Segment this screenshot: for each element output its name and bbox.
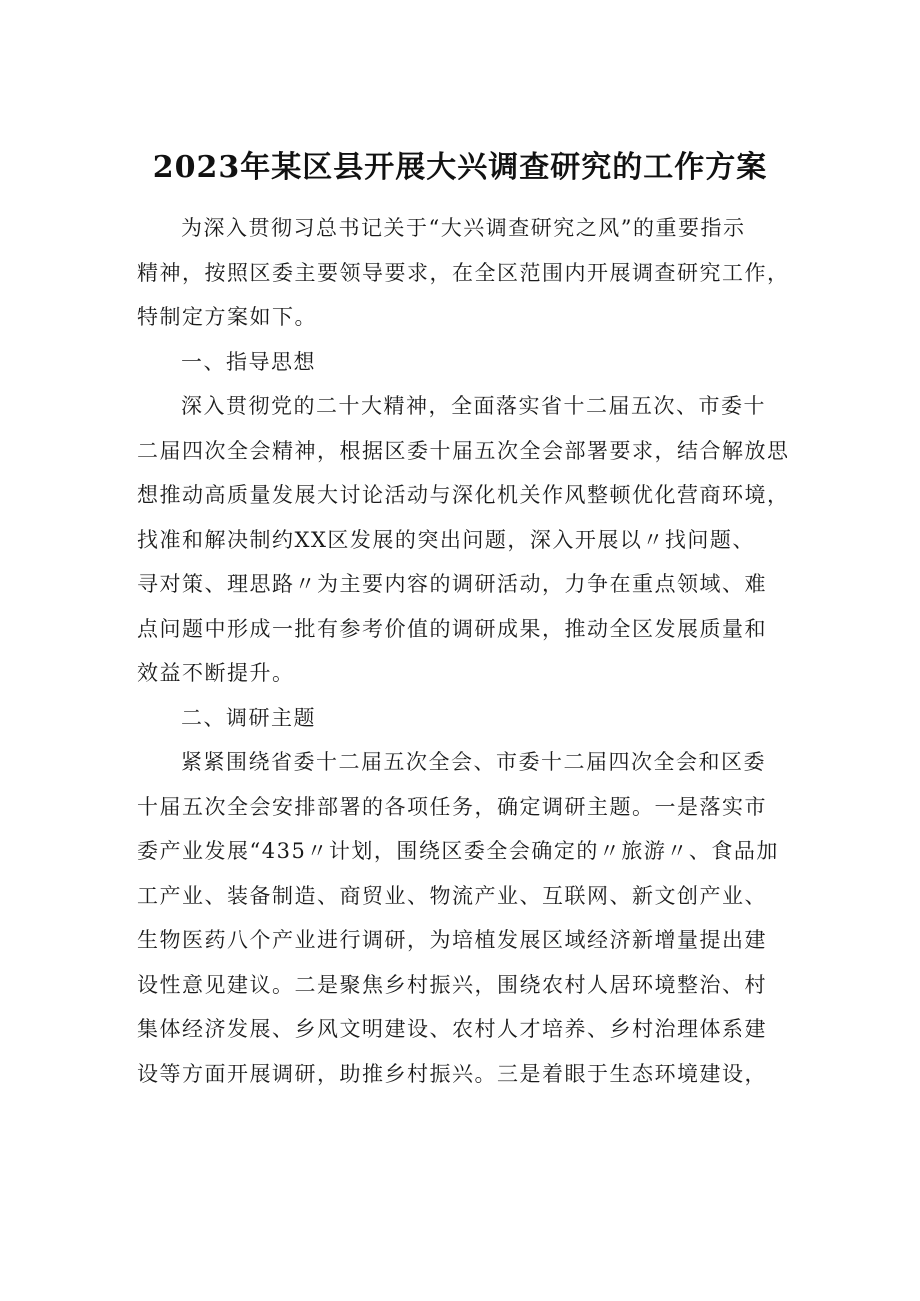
body-line: 深入贯彻党的二十大精神，全面落实省十二届五次、市委十 bbox=[181, 394, 766, 418]
body-line: 委产业发展“435〃计划，围绕区委全会确定的〃旅游〃、食品加 bbox=[137, 839, 779, 863]
body-line: 特制定方案如下。 bbox=[137, 305, 317, 329]
body-line: 十届五次全会安排部署的各项任务，确定调研主题。一是落实市 bbox=[137, 794, 767, 819]
body-line: 二届四次全会精神，根据区委十届五次全会部署要求，结合解放思 bbox=[137, 438, 790, 463]
body-line: 设性意见建议。二是聚焦乡村振兴，围绕农村人居环境整治、村 bbox=[137, 972, 767, 997]
body-line: 找准和解决制约XX区发展的突出问题，深入开展以〃找问题、 bbox=[137, 527, 755, 552]
body-line: 精神，按照区委主要领导要求，在全区范围内开展调查研究工作， bbox=[137, 260, 790, 285]
body-line: 集体经济发展、乡风文明建设、农村人才培养、乡村治理体系建 bbox=[137, 1017, 767, 1041]
body-line: 生物医药八个产业进行调研，为培植发展区域经济新增量提出建 bbox=[137, 928, 767, 952]
body-line: 效益不断提升。 bbox=[137, 661, 295, 685]
body-line: 点问题中形成一批有参考价值的调研成果，推动全区发展质量和 bbox=[137, 616, 767, 641]
body-line: 想推动高质量发展大讨论活动与深化机关作风整顿优化营商环境， bbox=[137, 483, 790, 507]
body-line: 二、调研主题 bbox=[181, 705, 316, 730]
body-line: 一、指导思想 bbox=[181, 349, 316, 374]
document-body bbox=[137, 206, 797, 1096]
document-title: 2023年某区县开展大兴调查研究的工作方案 bbox=[152, 150, 768, 185]
body-line: 为深入贯彻习总书记关于“大兴调查研究之风”的重要指示 bbox=[181, 216, 746, 240]
body-line: 设等方面开展调研，助推乡村振兴。三是着眼于生态环境建设， bbox=[137, 1061, 767, 1086]
body-line: 工产业、装备制造、商贸业、物流产业、互联网、新文创产业、 bbox=[137, 883, 767, 908]
body-line: 寻对策、理思路〃为主要内容的调研活动，力争在重点领域、难 bbox=[137, 572, 767, 596]
body-line: 紧紧围绕省委十二届五次全会、市委十二届四次全会和区委 bbox=[181, 750, 766, 774]
